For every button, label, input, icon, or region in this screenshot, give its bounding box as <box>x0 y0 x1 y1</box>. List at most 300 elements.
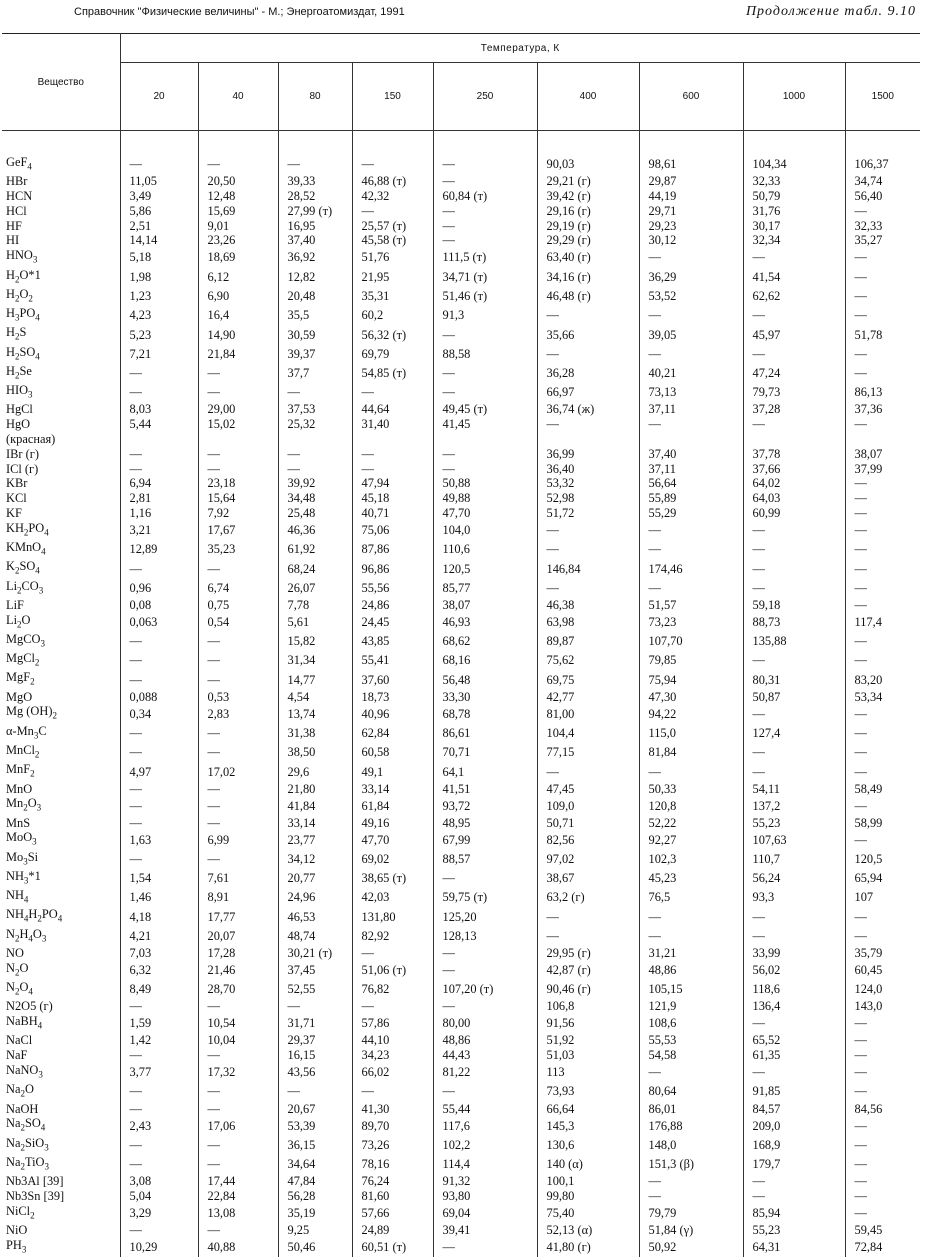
value-cell: — <box>278 1082 352 1101</box>
value-cell: 88,57 <box>433 850 537 869</box>
substance-cell: LiF <box>2 598 120 613</box>
value-cell: — <box>120 462 198 477</box>
substance-column-header: Вещество <box>2 34 120 131</box>
value-cell: 53,52 <box>639 287 743 306</box>
value-cell: — <box>352 131 433 175</box>
value-cell: 1,42 <box>120 1033 198 1048</box>
value-cell: 66,02 <box>352 1063 433 1082</box>
substance-cell: MnS <box>2 816 120 831</box>
value-cell: 130,6 <box>537 1136 639 1155</box>
value-cell: 0,54 <box>198 613 278 632</box>
value-cell: 8,49 <box>120 980 198 999</box>
value-cell: — <box>433 131 537 175</box>
value-cell: 46,48 (г) <box>537 287 639 306</box>
value-cell: 118,6 <box>743 980 845 999</box>
value-cell <box>639 432 743 447</box>
value-cell: 29,16 (г) <box>537 204 639 219</box>
value-cell: 40,96 <box>352 704 433 723</box>
value-cell: — <box>845 724 920 743</box>
value-cell: 79,85 <box>639 651 743 670</box>
table-row <box>2 432 920 447</box>
value-cell: — <box>639 1189 743 1204</box>
value-cell: 10,29 <box>120 1238 198 1257</box>
value-cell: — <box>845 1063 920 1082</box>
value-cell: — <box>639 579 743 598</box>
value-cell: 21,80 <box>278 782 352 797</box>
value-cell: — <box>120 383 198 402</box>
value-cell: 55,29 <box>639 506 743 521</box>
table-row <box>2 651 920 670</box>
table-row <box>2 462 920 477</box>
value-cell: 107,63 <box>743 830 845 849</box>
value-cell: 6,74 <box>198 579 278 598</box>
value-cell <box>537 432 639 447</box>
value-cell: 34,16 (г) <box>537 268 639 287</box>
value-cell: 88,58 <box>433 345 537 364</box>
value-cell: 41,54 <box>743 268 845 287</box>
value-cell: 4,21 <box>120 927 198 946</box>
value-cell: — <box>278 999 352 1014</box>
table-row <box>2 888 920 907</box>
value-cell: 29,71 <box>639 204 743 219</box>
value-cell: 53,34 <box>845 690 920 705</box>
value-cell: — <box>743 540 845 559</box>
substance-cell: $N_2H_4O_3$ <box>2 927 120 946</box>
value-cell: 60,51 (т) <box>352 1238 433 1257</box>
value-cell: 121,9 <box>639 999 743 1014</box>
value-cell: 35,31 <box>352 287 433 306</box>
value-cell: 6,94 <box>120 476 198 491</box>
value-cell: 37,7 <box>278 364 352 383</box>
value-cell: 31,40 <box>352 417 433 432</box>
value-cell: — <box>198 1223 278 1238</box>
value-cell: 58,49 <box>845 782 920 797</box>
value-cell: 73,93 <box>537 1082 639 1101</box>
value-cell: 37,60 <box>352 670 433 689</box>
value-cell: 168,9 <box>743 1136 845 1155</box>
value-cell: — <box>845 1204 920 1223</box>
value-cell: — <box>743 1174 845 1189</box>
value-cell: 52,98 <box>537 491 639 506</box>
value-cell: — <box>198 559 278 578</box>
value-cell: 39,37 <box>278 345 352 364</box>
value-cell: 104,0 <box>433 521 537 540</box>
value-cell: 81,84 <box>639 743 743 762</box>
value-cell: — <box>120 999 198 1014</box>
value-cell: 11,05 <box>120 174 198 189</box>
value-cell: — <box>198 1136 278 1155</box>
value-cell: 120,5 <box>433 559 537 578</box>
value-cell: 36,40 <box>537 462 639 477</box>
value-cell: 13,74 <box>278 704 352 723</box>
value-cell: 15,69 <box>198 204 278 219</box>
value-cell: — <box>433 233 537 248</box>
value-cell: — <box>743 521 845 540</box>
value-cell: 4,54 <box>278 690 352 705</box>
value-cell: — <box>845 491 920 506</box>
value-cell: 36,74 (ж) <box>537 402 639 417</box>
value-cell: 34,71 (т) <box>433 268 537 287</box>
value-cell: — <box>198 1155 278 1174</box>
value-cell: 91,85 <box>743 1082 845 1101</box>
value-cell: 88,73 <box>743 613 845 632</box>
value-cell: 73,23 <box>639 613 743 632</box>
value-cell: — <box>845 762 920 781</box>
value-cell: 100,1 <box>537 1174 639 1189</box>
value-cell: 80,31 <box>743 670 845 689</box>
value-cell: — <box>198 999 278 1014</box>
value-cell: 68,16 <box>433 651 537 670</box>
value-cell: 37,66 <box>743 462 845 477</box>
value-cell: 64,1 <box>433 762 537 781</box>
value-cell: — <box>845 364 920 383</box>
value-cell: 7,03 <box>120 946 198 961</box>
value-cell: 37,36 <box>845 402 920 417</box>
value-cell: 35,5 <box>278 306 352 325</box>
value-cell: — <box>743 345 845 364</box>
value-cell: 137,2 <box>743 796 845 815</box>
value-cell: — <box>198 462 278 477</box>
value-cell: 44,64 <box>352 402 433 417</box>
value-cell: — <box>433 325 537 344</box>
value-cell: 47,70 <box>352 830 433 849</box>
value-cell: 22,84 <box>198 1189 278 1204</box>
value-cell: 68,62 <box>433 632 537 651</box>
table-row <box>2 540 920 559</box>
value-cell: 51,92 <box>537 1033 639 1048</box>
value-cell: 90,46 (г) <box>537 980 639 999</box>
value-cell: 54,85 (т) <box>352 364 433 383</box>
value-cell: 5,23 <box>120 325 198 344</box>
table-row <box>2 869 920 888</box>
value-cell: 53,32 <box>537 476 639 491</box>
value-cell: 108,6 <box>639 1014 743 1033</box>
value-cell: 46,88 (т) <box>352 174 433 189</box>
value-cell: 55,89 <box>639 491 743 506</box>
value-cell: 106,37 <box>845 131 920 175</box>
value-cell: 1,16 <box>120 506 198 521</box>
value-cell: 42,03 <box>352 888 433 907</box>
value-cell: 1,54 <box>120 869 198 888</box>
value-cell: — <box>120 1155 198 1174</box>
value-cell: 27,99 (т) <box>278 204 352 219</box>
value-cell: 91,32 <box>433 1174 537 1189</box>
value-cell: 80,64 <box>639 1082 743 1101</box>
substance-cell: $K_2SO_4$ <box>2 559 120 578</box>
table-row <box>2 999 920 1014</box>
value-cell: 41,30 <box>352 1102 433 1117</box>
value-cell: 110,7 <box>743 850 845 869</box>
value-cell: 85,77 <box>433 579 537 598</box>
value-cell: 69,02 <box>352 850 433 869</box>
value-cell: 148,0 <box>639 1136 743 1155</box>
value-cell: 7,92 <box>198 506 278 521</box>
value-cell: 81,60 <box>352 1189 433 1204</box>
value-cell: 31,76 <box>743 204 845 219</box>
value-cell: 1,59 <box>120 1014 198 1033</box>
value-cell: — <box>639 907 743 926</box>
value-cell: 127,4 <box>743 724 845 743</box>
value-cell: — <box>845 287 920 306</box>
value-cell: 36,28 <box>537 364 639 383</box>
value-cell: — <box>639 927 743 946</box>
substance-cell: $H_2S$ <box>2 325 120 344</box>
substance-cell: NaBH$_4$ <box>2 1014 120 1033</box>
value-cell <box>743 432 845 447</box>
value-cell: 57,86 <box>352 1014 433 1033</box>
value-cell: 28,52 <box>278 189 352 204</box>
value-cell: — <box>433 447 537 462</box>
value-cell: 117,4 <box>845 613 920 632</box>
value-cell: — <box>639 521 743 540</box>
value-cell: — <box>278 462 352 477</box>
value-cell: — <box>537 907 639 926</box>
value-cell: 37,28 <box>743 402 845 417</box>
value-cell: 84,57 <box>743 1102 845 1117</box>
value-cell: 14,14 <box>120 233 198 248</box>
table-row <box>2 506 920 521</box>
table-row <box>2 704 920 723</box>
table-row <box>2 287 920 306</box>
value-cell <box>352 432 433 447</box>
value-cell: 39,92 <box>278 476 352 491</box>
value-cell: — <box>743 907 845 926</box>
value-cell: — <box>537 579 639 598</box>
table-row <box>2 598 920 613</box>
value-cell: 10,54 <box>198 1014 278 1033</box>
table-row <box>2 131 920 175</box>
substance-cell: $NH_4$ <box>2 888 120 907</box>
value-cell: — <box>845 204 920 219</box>
table-row <box>2 613 920 632</box>
value-cell: — <box>845 704 920 723</box>
value-cell: 48,74 <box>278 927 352 946</box>
value-cell: 84,56 <box>845 1102 920 1117</box>
value-cell: — <box>845 1189 920 1204</box>
value-cell: — <box>433 1238 537 1257</box>
value-cell: 85,94 <box>743 1204 845 1223</box>
value-cell: 45,18 <box>352 491 433 506</box>
table-row <box>2 402 920 417</box>
value-cell: — <box>743 743 845 762</box>
substance-cell: $Na_2O$ <box>2 1082 120 1101</box>
value-cell: — <box>120 850 198 869</box>
value-cell: — <box>537 345 639 364</box>
value-cell: — <box>433 364 537 383</box>
value-cell: 6,32 <box>120 961 198 980</box>
substance-cell: HCN <box>2 189 120 204</box>
value-cell: 47,70 <box>433 506 537 521</box>
table-row <box>2 1204 920 1223</box>
table-row <box>2 204 920 219</box>
table-row <box>2 850 920 869</box>
value-cell: 54,11 <box>743 782 845 797</box>
value-cell: 140 (α) <box>537 1155 639 1174</box>
value-cell: 81,00 <box>537 704 639 723</box>
value-cell: 3,29 <box>120 1204 198 1223</box>
value-cell: 81,22 <box>433 1063 537 1082</box>
table-row <box>2 1033 920 1048</box>
value-cell: 35,79 <box>845 946 920 961</box>
value-cell: — <box>743 927 845 946</box>
value-cell: — <box>743 306 845 325</box>
value-cell: 75,62 <box>537 651 639 670</box>
value-cell: 3,77 <box>120 1063 198 1082</box>
value-cell: 66,97 <box>537 383 639 402</box>
value-cell: 35,66 <box>537 325 639 344</box>
value-cell: — <box>845 1116 920 1135</box>
value-cell: — <box>845 306 920 325</box>
value-cell: 136,4 <box>743 999 845 1014</box>
value-cell: 32,33 <box>845 219 920 234</box>
value-cell: — <box>433 1082 537 1101</box>
substance-cell: GeF$_4$ <box>2 131 120 175</box>
value-cell: 40,88 <box>198 1238 278 1257</box>
value-cell: 76,5 <box>639 888 743 907</box>
substance-cell: ICl (г) <box>2 462 120 477</box>
column-header-20: 20 <box>120 63 198 131</box>
value-cell: 31,71 <box>278 1014 352 1033</box>
value-cell: 34,64 <box>278 1155 352 1174</box>
value-cell: 49,1 <box>352 762 433 781</box>
value-cell: 18,73 <box>352 690 433 705</box>
value-cell: 56,48 <box>433 670 537 689</box>
value-cell: — <box>845 1014 920 1033</box>
value-cell: — <box>120 670 198 689</box>
column-header-1500: 1500 <box>845 63 920 131</box>
value-cell: 36,29 <box>639 268 743 287</box>
value-cell: — <box>845 907 920 926</box>
value-cell <box>120 432 198 447</box>
value-cell: 59,45 <box>845 1223 920 1238</box>
substance-cell: HI <box>2 233 120 248</box>
value-cell: 64,31 <box>743 1238 845 1257</box>
value-cell: 69,04 <box>433 1204 537 1223</box>
value-cell: 3,21 <box>120 521 198 540</box>
value-cell: 10,04 <box>198 1033 278 1048</box>
value-cell: 15,82 <box>278 632 352 651</box>
table-row <box>2 189 920 204</box>
column-header-80: 80 <box>278 63 352 131</box>
value-cell: — <box>845 796 920 815</box>
value-cell: 55,23 <box>743 1223 845 1238</box>
value-cell: 89,70 <box>352 1116 433 1135</box>
value-cell: 0,063 <box>120 613 198 632</box>
substance-cell: Mg $(OH)_2$ <box>2 704 120 723</box>
value-cell: 29,37 <box>278 1033 352 1048</box>
value-cell: 56,40 <box>845 189 920 204</box>
value-cell: — <box>845 651 920 670</box>
value-cell: — <box>198 447 278 462</box>
substance-cell: NaNO$_3$ <box>2 1063 120 1082</box>
value-cell: — <box>639 1063 743 1082</box>
value-cell: — <box>639 417 743 432</box>
value-cell: 70,71 <box>433 743 537 762</box>
value-cell: 51,78 <box>845 325 920 344</box>
table-row <box>2 961 920 980</box>
value-cell: — <box>198 1082 278 1101</box>
substance-cell: MnF$_2$ <box>2 762 120 781</box>
table-row <box>2 1063 920 1082</box>
substance-cell: NaOH <box>2 1102 120 1117</box>
value-cell: 72,84 <box>845 1238 920 1257</box>
value-cell: — <box>845 268 920 287</box>
value-cell: 179,7 <box>743 1155 845 1174</box>
table-row <box>2 1136 920 1155</box>
table-row <box>2 946 920 961</box>
value-cell: 24,45 <box>352 613 433 632</box>
value-cell: 37,53 <box>278 402 352 417</box>
value-cell: 58,99 <box>845 816 920 831</box>
value-cell: 98,61 <box>639 131 743 175</box>
heat-capacity-table <box>2 33 920 1257</box>
value-cell: — <box>352 204 433 219</box>
value-cell: 20,48 <box>278 287 352 306</box>
value-cell: 62,62 <box>743 287 845 306</box>
value-cell: 3,08 <box>120 1174 198 1189</box>
table-row <box>2 1223 920 1238</box>
value-cell: 0,08 <box>120 598 198 613</box>
table-row <box>2 1082 920 1101</box>
value-cell: 91,3 <box>433 306 537 325</box>
substance-cell: $N_2O_4$ <box>2 980 120 999</box>
value-cell: 18,69 <box>198 248 278 267</box>
value-cell: 86,61 <box>433 724 537 743</box>
value-cell: 2,81 <box>120 491 198 506</box>
value-cell: 56,64 <box>639 476 743 491</box>
value-cell: 99,80 <box>537 1189 639 1204</box>
value-cell: 63,98 <box>537 613 639 632</box>
substance-cell: HF <box>2 219 120 234</box>
value-cell: — <box>352 946 433 961</box>
value-cell: 7,78 <box>278 598 352 613</box>
value-cell: 29,95 (г) <box>537 946 639 961</box>
value-cell: 41,84 <box>278 796 352 815</box>
substance-cell: HgCl <box>2 402 120 417</box>
value-cell: 20,77 <box>278 869 352 888</box>
value-cell: 50,46 <box>278 1238 352 1257</box>
table-row <box>2 174 920 189</box>
value-cell: — <box>198 383 278 402</box>
value-cell: 25,48 <box>278 506 352 521</box>
value-cell: 93,80 <box>433 1189 537 1204</box>
substance-cell: $Na_2SO_4$ <box>2 1116 120 1135</box>
value-cell: 107 <box>845 888 920 907</box>
value-cell: — <box>743 1063 845 1082</box>
value-cell: 25,32 <box>278 417 352 432</box>
value-cell: 1,63 <box>120 830 198 849</box>
value-cell: 52,22 <box>639 816 743 831</box>
value-cell: 12,82 <box>278 268 352 287</box>
value-cell: — <box>120 743 198 762</box>
value-cell: 8,91 <box>198 888 278 907</box>
substance-cell: $H_2O_2$ <box>2 287 120 306</box>
value-cell: 45,23 <box>639 869 743 888</box>
substance-cell: (красная) <box>2 432 120 447</box>
value-cell: — <box>639 306 743 325</box>
temperature-group-header: Температура, К <box>120 34 920 63</box>
value-cell: 87,86 <box>352 540 433 559</box>
value-cell: 36,15 <box>278 1136 352 1155</box>
value-cell: 17,02 <box>198 762 278 781</box>
value-cell: — <box>845 476 920 491</box>
value-cell: 1,98 <box>120 268 198 287</box>
value-cell: 33,14 <box>278 816 352 831</box>
value-cell: 209,0 <box>743 1116 845 1135</box>
value-cell: 131,80 <box>352 907 433 926</box>
value-cell: — <box>537 417 639 432</box>
value-cell: 17,06 <box>198 1116 278 1135</box>
